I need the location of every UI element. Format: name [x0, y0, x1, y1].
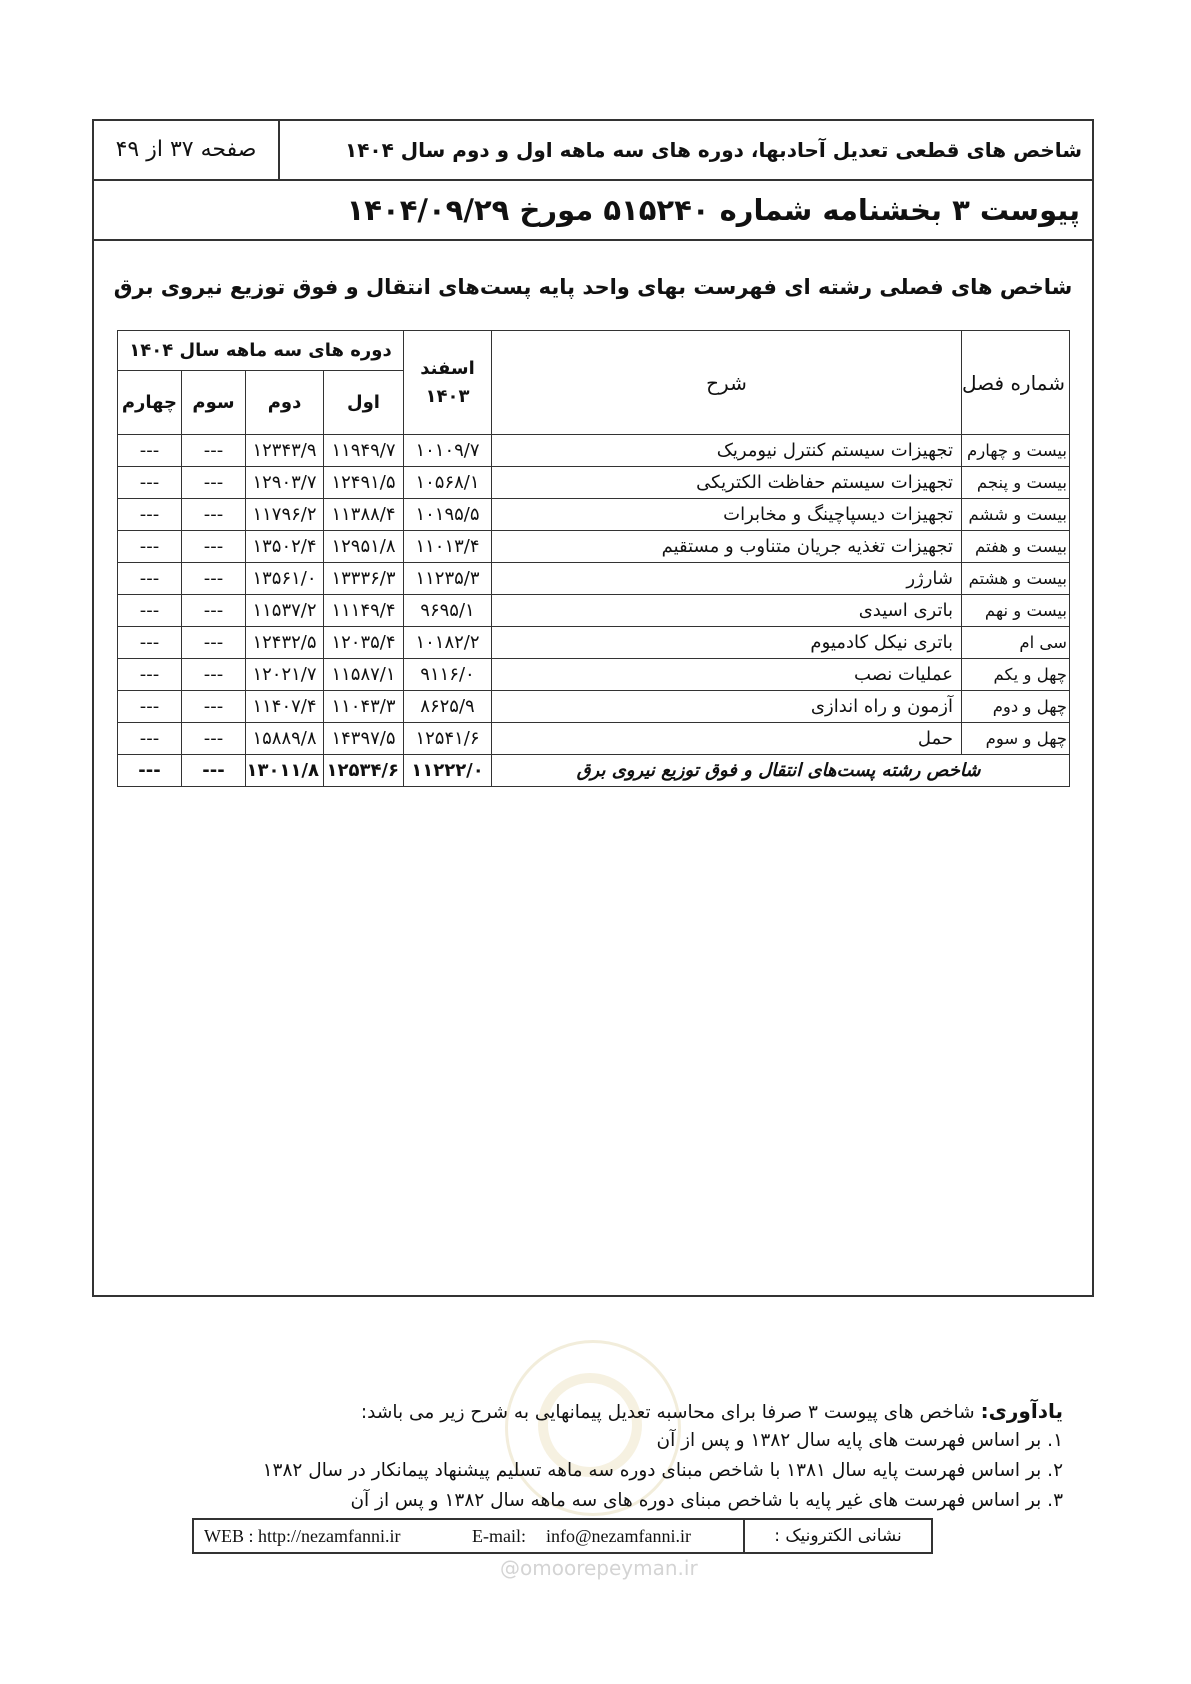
header-q4: چهارم	[118, 371, 182, 435]
notes-item: ۲. بر اساس فهرست پایه سال ۱۳۸۱ با شاخص مبنای دوره سه ماهه تسلیم پیشنهاد پیمانکار در سال ۱۳۸۲	[262, 1460, 1063, 1481]
table-row	[118, 659, 1070, 691]
table-row	[118, 531, 1070, 563]
header-row	[94, 121, 1092, 181]
header-chapter: شماره فصل	[962, 331, 1070, 435]
cell-chapter: چهل و یکم	[962, 659, 1070, 691]
cell-q4: ---	[118, 435, 182, 467]
contact-label: نشانی الکترونیک :	[743, 1520, 931, 1552]
circular-title: پیوست ۳ بخشنامه شماره ۵۱۵۲۴۰ مورخ ۱۴۰۴/۰۹/۲۹	[346, 193, 1080, 227]
cell-q2: ۱۱۴۰۷/۴	[246, 691, 324, 723]
cell-chapter: سی ام	[962, 627, 1070, 659]
cell-q1: ۱۴۳۹۷/۵	[324, 723, 404, 755]
total-q4: ---	[118, 755, 182, 787]
table-row	[118, 435, 1070, 467]
cell-q4: ---	[118, 467, 182, 499]
cell-q4: ---	[118, 563, 182, 595]
cell-q4: ---	[118, 691, 182, 723]
cell-q2: ۱۳۵۰۲/۴	[246, 531, 324, 563]
cell-q4: ---	[118, 595, 182, 627]
notes-label: یادآوری:	[980, 1399, 1063, 1423]
page-frame	[92, 119, 1094, 1297]
cell-q1: ۱۲۹۵۱/۸	[324, 531, 404, 563]
table-row	[118, 467, 1070, 499]
notes-item: ۱. بر اساس فهرست های پایه سال ۱۳۸۲ و پس از آن	[656, 1430, 1063, 1451]
cell-esfand: ۱۱۰۱۳/۴	[404, 531, 492, 563]
cell-description: عملیات نصب	[492, 659, 962, 691]
cell-q3: ---	[182, 723, 246, 755]
cell-q1: ۱۲۴۹۱/۵	[324, 467, 404, 499]
cell-q3: ---	[182, 531, 246, 563]
header-description: شرح	[492, 331, 962, 435]
header-esfand: اسفند ۱۴۰۳	[404, 331, 492, 435]
cell-esfand: ۱۰۱۹۵/۵	[404, 499, 492, 531]
notes	[163, 1396, 1063, 1516]
cell-esfand: ۹۱۱۶/۰	[404, 659, 492, 691]
cell-q3: ---	[182, 435, 246, 467]
cell-q2: ۱۳۵۶۱/۰	[246, 563, 324, 595]
total-q1: ۱۲۵۳۴/۶	[324, 755, 404, 787]
cell-description: باتری نیکل کادمیوم	[492, 627, 962, 659]
cell-description: تجهیزات سیستم کنترل نیومریک	[492, 435, 962, 467]
cell-esfand: ۱۰۵۶۸/۱	[404, 467, 492, 499]
cell-q3: ---	[182, 627, 246, 659]
cell-q4: ---	[118, 659, 182, 691]
email-block	[472, 1520, 691, 1552]
circular-row	[94, 181, 1092, 241]
table-row	[118, 563, 1070, 595]
cell-description: تجهیزات تغذیه جریان متناوب و مستقیم	[492, 531, 962, 563]
cell-q1: ۱۱۳۸۸/۴	[324, 499, 404, 531]
total-q3: ---	[182, 755, 246, 787]
table-subtitle: شاخص های فصلی رشته ای فهرست بهای واحد پایه پست‌های انتقال و فوق توزیع نیروی برق	[113, 275, 1073, 299]
cell-q1: ۱۲۰۳۵/۴	[324, 627, 404, 659]
email-label: E-mail:	[472, 1526, 526, 1546]
cell-q2: ۱۲۰۲۱/۷	[246, 659, 324, 691]
total-q2: ۱۳۰۱۱/۸	[246, 755, 324, 787]
cell-q2: ۱۱۷۹۶/۲	[246, 499, 324, 531]
table-row	[118, 595, 1070, 627]
cell-q3: ---	[182, 691, 246, 723]
index-table	[117, 330, 1070, 787]
cell-q2: ۱۲۹۰۳/۷	[246, 467, 324, 499]
cell-description: آزمون و راه اندازی	[492, 691, 962, 723]
cell-q3: ---	[182, 467, 246, 499]
table-row	[118, 627, 1070, 659]
cell-chapter: چهل و دوم	[962, 691, 1070, 723]
cell-chapter: بیست و هشتم	[962, 563, 1070, 595]
table-row	[118, 499, 1070, 531]
notes-intro: شاخص های پیوست ۳ صرفا برای محاسبه تعدیل پیمانهایی به شرح زیر می باشد:	[360, 1402, 975, 1423]
cell-esfand: ۱۲۵۴۱/۶	[404, 723, 492, 755]
cell-chapter: بیست و چهارم	[962, 435, 1070, 467]
page-number: صفحه ۳۷ از ۴۹	[94, 121, 280, 179]
cell-chapter: چهل و سوم	[962, 723, 1070, 755]
table-row	[118, 691, 1070, 723]
notes-item: ۳. بر اساس فهرست های غیر پایه با شاخص مبنای دوره های سه ماهه سال ۱۳۸۲ و پس از آن	[350, 1490, 1063, 1511]
cell-esfand: ۹۶۹۵/۱	[404, 595, 492, 627]
cell-q1: ۱۱۱۴۹/۴	[324, 595, 404, 627]
cell-q4: ---	[118, 499, 182, 531]
cell-q1: ۱۱۵۸۷/۱	[324, 659, 404, 691]
cell-q4: ---	[118, 531, 182, 563]
cell-esfand: ۱۰۱۰۹/۷	[404, 435, 492, 467]
cell-description: حمل	[492, 723, 962, 755]
website-link[interactable]: WEB : http://nezamfanni.ir	[204, 1526, 401, 1546]
total-esfand: ۱۱۲۲۲/۰	[404, 755, 492, 787]
header-quarters-group: دوره های سه ماهه سال ۱۴۰۴	[118, 331, 404, 371]
cell-description: تجهیزات سیستم حفاظت الکتریکی	[492, 467, 962, 499]
header-q2: دوم	[246, 371, 324, 435]
cell-q2: ۱۵۸۸۹/۸	[246, 723, 324, 755]
cell-q4: ---	[118, 723, 182, 755]
cell-chapter: بیست و پنجم	[962, 467, 1070, 499]
contact-box	[192, 1518, 933, 1554]
watermark-text: @omoorepeyman.ir	[500, 1556, 698, 1580]
cell-chapter: بیست و هفتم	[962, 531, 1070, 563]
cell-q1: ۱۱۹۴۹/۷	[324, 435, 404, 467]
notes-intro-line	[163, 1396, 1063, 1426]
cell-esfand: ۱۱۲۳۵/۳	[404, 563, 492, 595]
cell-q2: ۱۲۳۴۳/۹	[246, 435, 324, 467]
header-q1: اول	[324, 371, 404, 435]
cell-q2: ۱۱۵۳۷/۲	[246, 595, 324, 627]
cell-q4: ---	[118, 627, 182, 659]
cell-description: شارژر	[492, 563, 962, 595]
header-title: شاخص های قطعی تعدیل آحادبها، دوره های سه ماهه اول و دوم سال ۱۴۰۴	[345, 138, 1082, 162]
cell-chapter: بیست و ششم	[962, 499, 1070, 531]
header-q3: سوم	[182, 371, 246, 435]
cell-esfand: ۸۶۲۵/۹	[404, 691, 492, 723]
cell-q1: ۱۱۰۴۳/۳	[324, 691, 404, 723]
cell-q1: ۱۳۳۳۶/۳	[324, 563, 404, 595]
cell-q2: ۱۲۴۳۲/۵	[246, 627, 324, 659]
cell-description: باتری اسیدی	[492, 595, 962, 627]
cell-q3: ---	[182, 563, 246, 595]
total-description: شاخص رشته پست‌های انتقال و فوق توزیع نیروی برق	[492, 755, 1070, 787]
cell-description: تجهیزات دیسپاچینگ و مخابرات	[492, 499, 962, 531]
total-row	[118, 755, 1070, 787]
cell-q3: ---	[182, 659, 246, 691]
cell-q3: ---	[182, 595, 246, 627]
cell-q3: ---	[182, 499, 246, 531]
table-row	[118, 723, 1070, 755]
cell-esfand: ۱۰۱۸۲/۲	[404, 627, 492, 659]
email-link[interactable]: info@nezamfanni.ir	[545, 1526, 692, 1546]
cell-chapter: بیست و نهم	[962, 595, 1070, 627]
